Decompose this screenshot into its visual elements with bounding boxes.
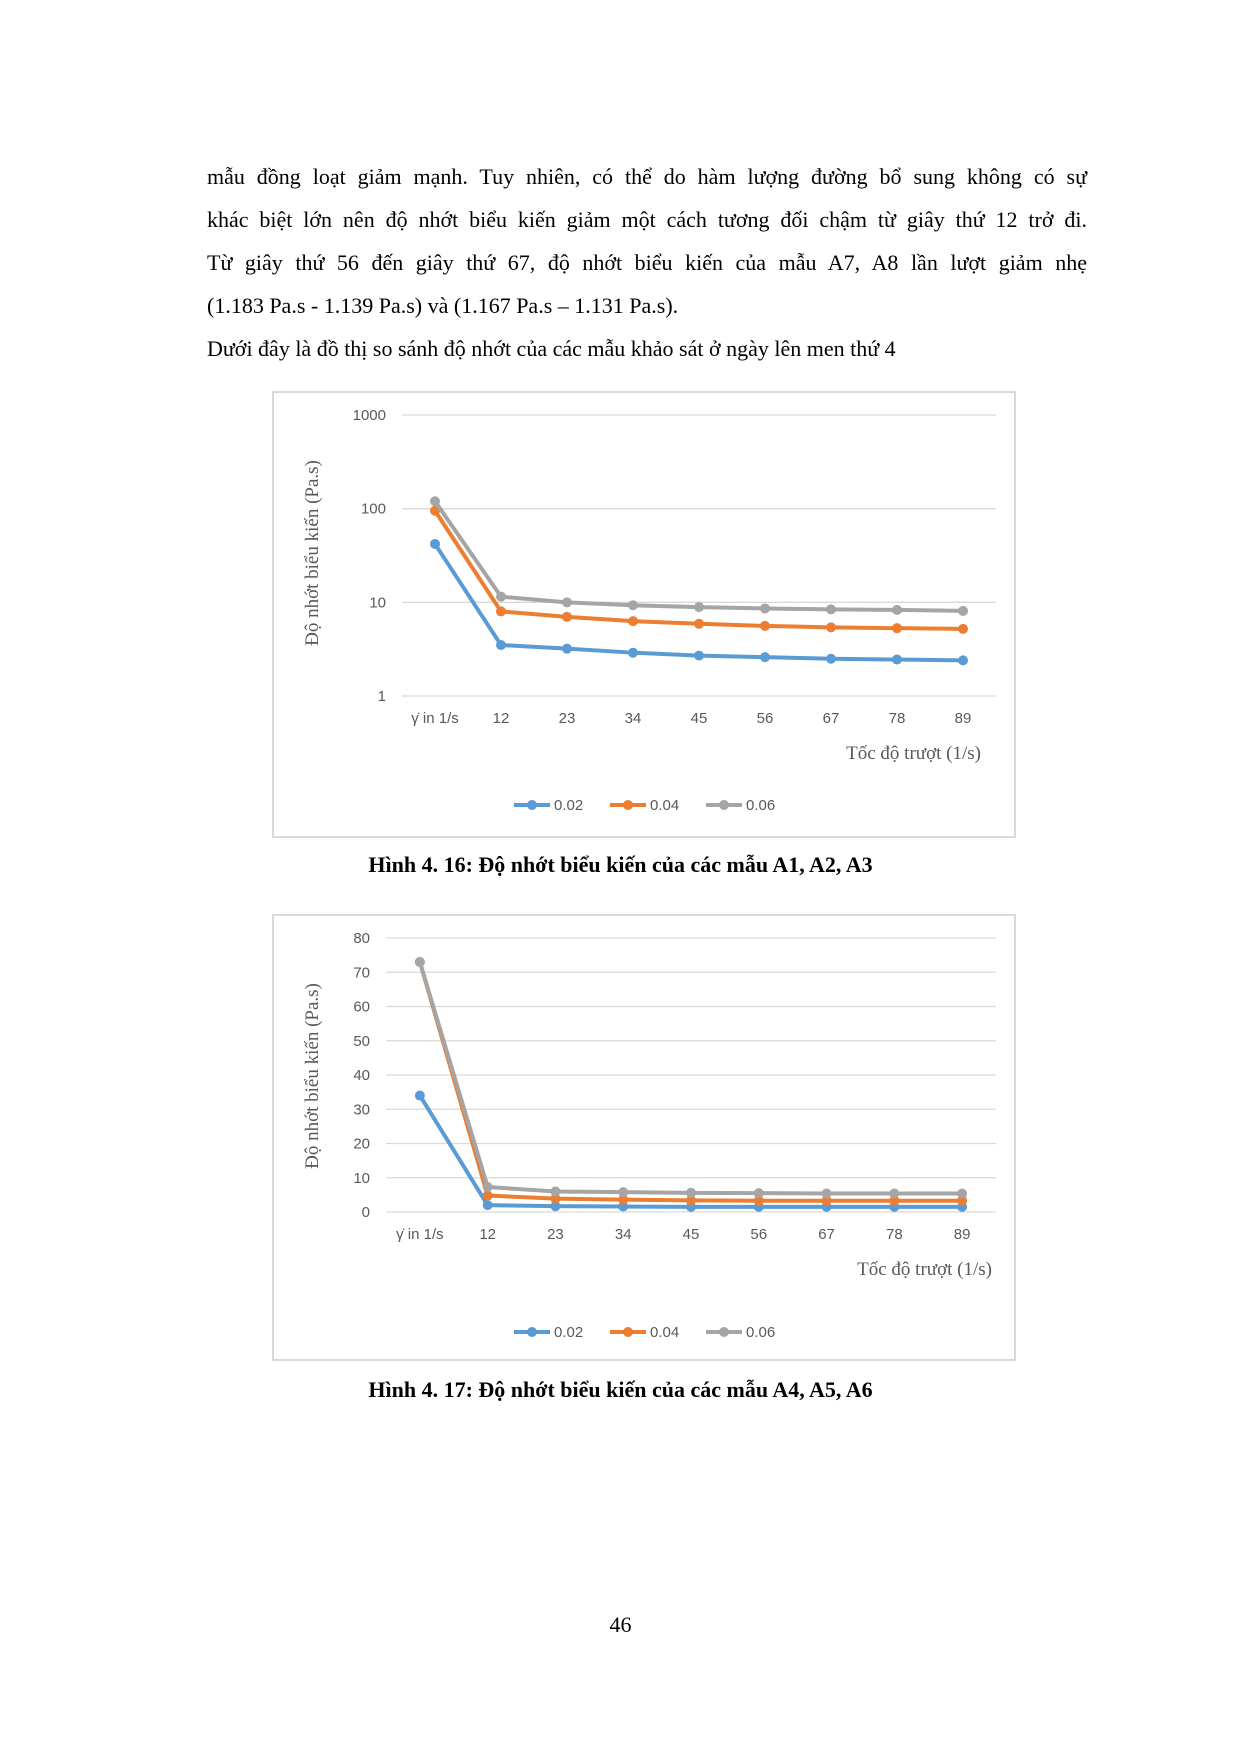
paragraph-line: Từ giây thứ 56 đến giây thứ 67, độ nhớt biểu kiến của mẫu A7, A8 lần lượt giảm nhẹ [207,250,1087,275]
data-point [496,606,506,616]
paragraph-line: Dưới đây là đồ thị so sánh độ nhớt của các mẫu khảo sát ở ngày lên men thứ 4 [207,336,896,361]
data-point [892,605,902,615]
data-point [628,616,638,626]
data-point [958,624,968,634]
data-point [415,957,425,967]
page-number: 46 [609,1612,632,1637]
x-tick-label: γ̇ in 1/s [411,710,459,727]
chart-figure-2 [272,914,1016,1361]
figure-caption-2: Hình 4. 17: Độ nhớt biểu kiến của các mẫu A4, A5, A6 [368,1377,873,1402]
data-point [694,602,704,612]
legend-item [514,797,583,814]
legend-swatch-marker [719,1327,729,1337]
legend-swatch-marker [719,800,729,810]
data-point [430,539,440,549]
data-point [822,1189,832,1199]
data-point [496,640,506,650]
chart-svg [274,393,1014,836]
legend-label: 0.02 [554,797,584,814]
y-tick-label: 10 [353,1169,370,1187]
legend-item [706,797,775,814]
data-point [496,592,506,602]
y-tick-label: 60 [353,998,370,1016]
data-point [618,1187,628,1197]
x-tick-label: 56 [756,710,774,727]
body-paragraph [207,155,1087,370]
legend-swatch-marker [623,1327,633,1337]
y-axis-label: Độ nhớt biểu kiến (Pa.s) [302,983,323,1169]
legend-item [610,797,679,814]
paragraph-line: (1.183 Pa.s - 1.139 Pa.s) và (1.167 Pa.s – 1.131 Pa.s). [207,293,679,318]
legend-item [514,1324,583,1341]
x-tick-label: 67 [822,710,840,727]
data-point [958,606,968,616]
x-tick-label: 78 [888,710,906,727]
x-axis-label: Tốc độ trượt (1/s) [846,743,981,764]
legend-swatch-marker [527,800,537,810]
legend-label: 0.06 [746,1324,776,1341]
y-tick-label: 40 [353,1067,370,1084]
x-tick-label: 67 [818,1226,835,1243]
data-point [628,600,638,610]
series-line [420,962,962,1194]
paragraph-line: khác biệt lớn nên độ nhớt biểu kiến giảm một cách tương đối chậm từ giây thứ 12 trở đi. [207,207,1087,232]
data-point [760,603,770,613]
series-line [420,962,962,1201]
data-point [760,652,770,662]
y-tick-label: 100 [360,500,386,518]
x-tick-label: 56 [750,1226,768,1243]
data-point [628,648,638,658]
legend-label: 0.02 [554,1324,584,1341]
chart-svg [274,916,1014,1359]
data-point [826,622,836,632]
data-point [889,1189,899,1199]
y-tick-label: 70 [353,964,370,982]
y-axis-label: Độ nhớt biểu kiến (Pa.s) [302,460,323,646]
x-tick-label: 89 [954,710,972,727]
legend-label: 0.04 [650,1324,680,1341]
x-axis-label: Tốc độ trượt (1/s) [857,1259,992,1280]
data-point [892,623,902,633]
data-point [694,619,704,629]
x-tick-label: 34 [624,710,642,727]
y-tick-label: 30 [353,1101,370,1119]
legend-item [610,1324,679,1341]
x-tick-label: 12 [479,1226,497,1243]
data-point [694,651,704,661]
x-tick-label: 23 [558,710,576,727]
y-tick-label: 10 [369,594,386,612]
legend-label: 0.04 [650,797,680,814]
data-point [483,1191,493,1201]
data-point [562,597,572,607]
data-point [957,1189,967,1199]
data-point [415,1091,425,1101]
data-point [826,654,836,664]
y-tick-label: 1 [377,688,386,705]
data-point [686,1188,696,1198]
x-tick-label: 34 [614,1226,632,1243]
y-tick-label: 50 [353,1032,370,1050]
data-point [483,1182,493,1192]
figure-caption-1: Hình 4. 16: Độ nhớt biểu kiến của các mẫu A1, A2, A3 [368,852,873,877]
y-tick-label: 0 [361,1204,370,1221]
paragraph-line: mẫu đồng loạt giảm mạnh. Tuy nhiên, có thể do hàm lượng đường bổ sung không có sự [207,164,1087,189]
legend-item [706,1324,775,1341]
x-tick-label: γ̇ in 1/s [396,1226,444,1243]
legend-swatch-marker [623,800,633,810]
x-tick-label: 45 [682,1226,700,1243]
data-point [562,612,572,622]
x-tick-label: 23 [547,1226,564,1243]
data-point [826,604,836,614]
data-point [760,621,770,631]
data-point [550,1186,560,1196]
x-tick-label: 12 [492,710,510,727]
data-point [430,496,440,506]
y-tick-label: 20 [353,1135,370,1153]
x-tick-label: 78 [885,1226,903,1243]
x-tick-label: 89 [953,1226,971,1243]
y-tick-label: 1000 [352,407,386,424]
legend-swatch-marker [527,1327,537,1337]
data-point [754,1188,764,1198]
y-tick-label: 80 [353,930,370,947]
data-point [958,655,968,665]
series-line [435,501,963,611]
x-tick-label: 45 [690,710,708,727]
data-point [892,655,902,665]
legend-label: 0.06 [746,797,776,814]
chart-figure-1 [272,391,1016,838]
data-point [562,644,572,654]
data-point [483,1200,493,1210]
